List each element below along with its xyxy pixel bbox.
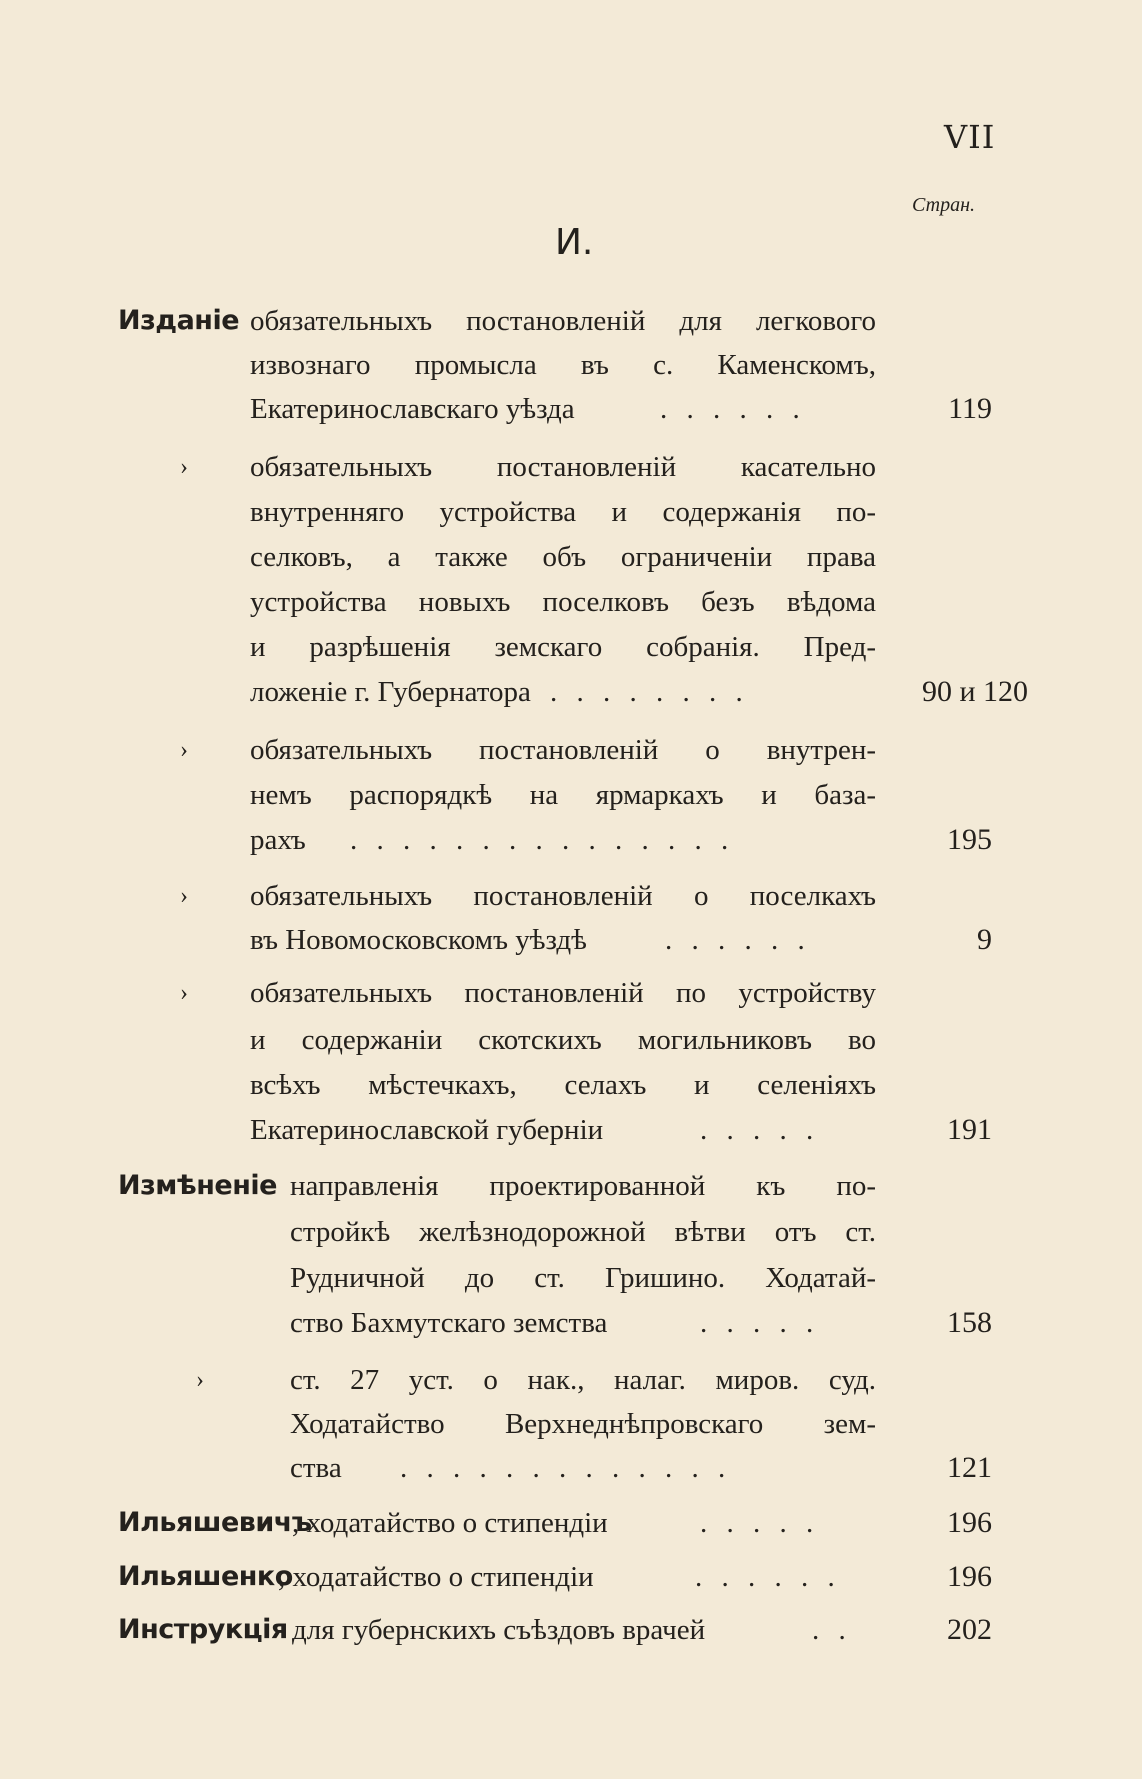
entry-text-line: ство Бахмутскаго земства bbox=[290, 1307, 608, 1339]
entry-leader-dots: . . . . . . bbox=[665, 924, 811, 956]
entry-page-number: 196 bbox=[947, 1506, 992, 1539]
entry-text-line: селковъ, а также объ ограниченіи права bbox=[250, 541, 876, 573]
entry-text-line: для губернскихъ съѣздовъ врачей bbox=[292, 1614, 706, 1646]
entry-text-line: всѣхъ мѣстечкахъ, селахъ и селеніяхъ bbox=[250, 1069, 876, 1101]
entry-text-line: , ходатайство о стипендіи bbox=[278, 1561, 594, 1593]
entry-leader-dots: . . bbox=[812, 1614, 852, 1646]
entry-leader-dots: . . . . . . . . bbox=[550, 676, 749, 708]
section-letter: И. bbox=[555, 222, 594, 263]
entry-page-number: 119 bbox=[948, 392, 992, 425]
entry-text-line: и содержаніи скотскихъ могильниковъ во bbox=[250, 1024, 876, 1056]
entry-text-line: обязательныхъ постановленій по устройству bbox=[250, 977, 876, 1009]
entry-leader-dots: . . . . . bbox=[700, 1307, 820, 1339]
entry-text-line: въ Новомосковскомъ уѣздѣ bbox=[250, 924, 587, 956]
entry-page-number: 90 и 120 bbox=[921, 675, 1028, 708]
entry-text-line: ложеніе г. Губернатора bbox=[250, 676, 531, 708]
entry-text-line: немъ распорядкѣ на ярмаркахъ и база- bbox=[250, 779, 876, 811]
entry-text-line: обязательныхъ постановленій касательно bbox=[250, 451, 876, 483]
entry-text-line: , ходатайство о стипендіи bbox=[292, 1507, 608, 1539]
entry-leader-dots: . . . . . . . . . . . . . bbox=[400, 1452, 732, 1484]
page-column-heading: Стран. bbox=[912, 194, 975, 216]
entry-text-line: Рудничной до ст. Гришино. Ходатай- bbox=[290, 1262, 876, 1294]
entry-headword: Ильяшевичъ bbox=[118, 1507, 312, 1538]
entry-text-line: внутренняго устройства и содержанія по- bbox=[250, 496, 876, 528]
ditto-mark: › bbox=[196, 1367, 204, 1393]
entry-page-number: 121 bbox=[947, 1451, 992, 1484]
entry-page-number: 202 bbox=[947, 1613, 992, 1646]
entry-text-line: Екатеринославской губерніи bbox=[250, 1114, 604, 1146]
ditto-mark: › bbox=[180, 980, 188, 1006]
entry-leader-dots: . . . . . . bbox=[660, 393, 806, 425]
entry-leader-dots: . . . . . bbox=[700, 1507, 820, 1539]
entry-headword: Инструкція bbox=[118, 1614, 288, 1645]
entry-text-line: обязательныхъ постановленій о внутрен- bbox=[250, 734, 876, 766]
entry-text-line: устройства новыхъ поселковъ безъ вѣдома bbox=[250, 586, 876, 618]
entry-text-line: и разрѣшенія земскаго собранія. Пред- bbox=[250, 631, 876, 663]
entry-text-line: обязательныхъ постановленій для легкового bbox=[250, 305, 876, 337]
entry-text-line: ства bbox=[290, 1452, 342, 1484]
entry-headword: Измѣненіе bbox=[118, 1170, 277, 1201]
entry-leader-dots: . . . . . . bbox=[695, 1561, 841, 1593]
page-folio: VII bbox=[944, 118, 996, 156]
entry-text-line: Ходатайство Верхнеднѣпровскаго зем- bbox=[290, 1408, 876, 1440]
entry-headword: Ильяшенко bbox=[118, 1561, 293, 1592]
entry-page-number: 195 bbox=[947, 823, 992, 856]
entry-leader-dots: . . . . . bbox=[700, 1114, 820, 1146]
ditto-mark: › bbox=[180, 883, 188, 909]
entry-text-line: стройкѣ желѣзнодорожной вѣтви отъ ст. bbox=[290, 1216, 876, 1248]
entry-page-number: 191 bbox=[947, 1113, 992, 1146]
entry-text-line: извознаго промысла въ с. Каменскомъ, bbox=[250, 349, 876, 381]
entry-leader-dots: . . . . . . . . . . . . . . . bbox=[350, 824, 735, 856]
entry-page-number: 9 bbox=[977, 923, 992, 956]
entry-headword: Изданіе bbox=[118, 305, 240, 336]
entry-text-line: рахъ bbox=[250, 824, 306, 856]
entry-text-line: обязательныхъ постановленій о поселкахъ bbox=[250, 880, 876, 912]
ditto-mark: › bbox=[180, 737, 188, 763]
ditto-mark: › bbox=[180, 454, 188, 480]
entry-text-line: Екатеринославскаго уѣзда bbox=[250, 393, 575, 425]
entry-page-number: 158 bbox=[947, 1306, 992, 1339]
entry-page-number: 196 bbox=[947, 1560, 992, 1593]
entry-text-line: направленія проектированной къ по- bbox=[290, 1170, 876, 1202]
entry-text-line: ст. 27 уст. о нак., налаг. миров. суд. bbox=[290, 1364, 876, 1396]
